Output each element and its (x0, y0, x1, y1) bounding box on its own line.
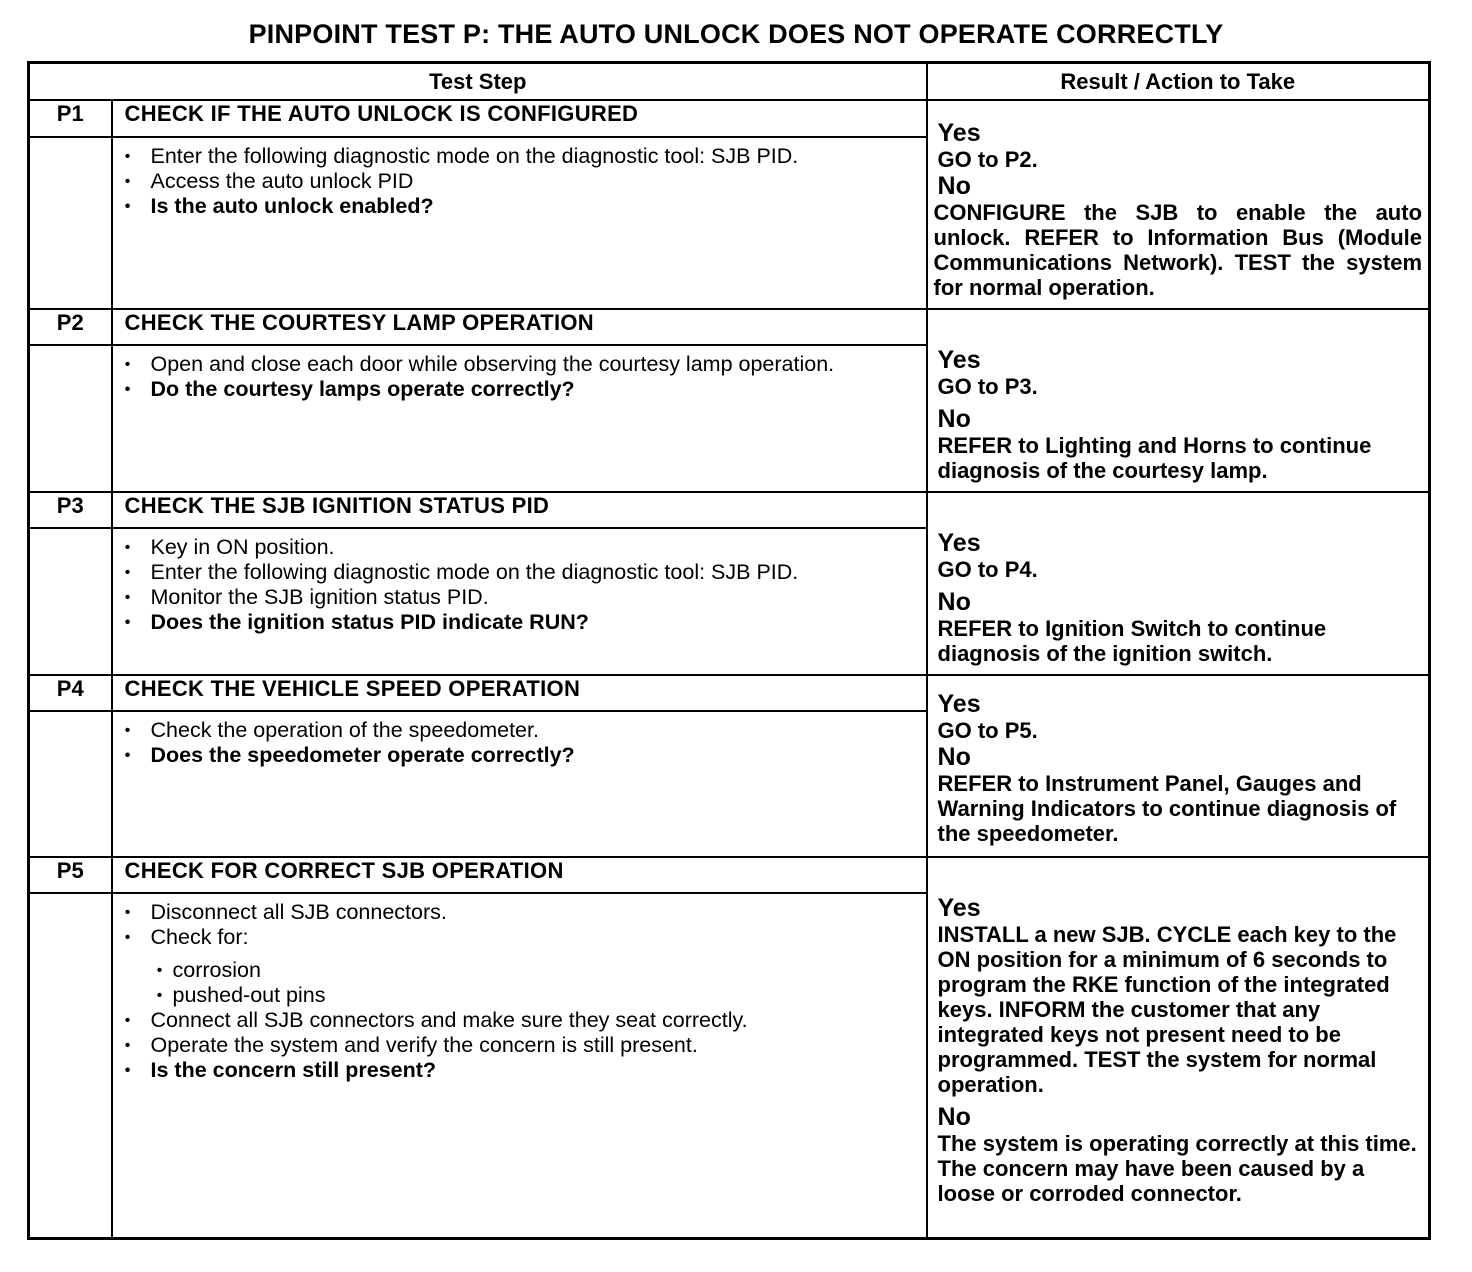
no-label: No (937, 743, 971, 771)
list-item: • Enter the following diagnostic mode on the diagnostic tool: SJB PID. (113, 560, 916, 585)
result-cell-p4 (927, 675, 1430, 857)
step-question: • Does the ignition status PID indicate RUN? (113, 610, 916, 635)
step-header-row-p4 (29, 675, 1430, 711)
step-body (112, 711, 927, 857)
step-question: • Does the speedometer operate correctly? (113, 743, 916, 768)
yes-label: Yes (937, 529, 981, 557)
page-title: PINPOINT TEST P: THE AUTO UNLOCK DOES NOT OPERATE CORRECTLY (248, 19, 1224, 49)
step-id-spacer (29, 893, 112, 1238)
result-cell-p3 (927, 492, 1430, 675)
step-bullets (113, 718, 916, 768)
list-item: • Monitor the SJB ignition status PID. (113, 585, 916, 610)
step-title: CHECK IF THE AUTO UNLOCK IS CONFIGURED (112, 100, 927, 137)
step-id-spacer (29, 528, 112, 675)
step-title: CHECK FOR CORRECT SJB OPERATION (112, 857, 927, 893)
step-bullets (113, 535, 916, 635)
step-bullets (113, 900, 916, 1083)
step-id: P3 (29, 492, 112, 528)
no-action: REFER to Ignition Switch to continue diagnosis of the ignition switch. (937, 616, 1327, 666)
yes-action: GO to P5. (937, 718, 1038, 743)
step-header-row-p5 (29, 857, 1430, 893)
step-title: CHECK THE SJB IGNITION STATUS PID (112, 492, 927, 528)
yes-label: Yes (937, 894, 981, 922)
column-header-test-step: Test Step (29, 63, 927, 101)
list-item: • Access the auto unlock PID (113, 169, 916, 194)
no-label: No (937, 172, 971, 200)
goto-step-link: P4 (1004, 557, 1032, 582)
list-item: • Enter the following diagnostic mode on the diagnostic tool: SJB PID. (113, 144, 916, 169)
yes-action: GO to P4. (937, 557, 1038, 582)
goto-step-link: P5 (1004, 718, 1032, 743)
step-id: P5 (29, 857, 112, 893)
no-label: No (937, 405, 971, 433)
list-item: • Open and close each door while observing the courtesy lamp operation. (113, 352, 916, 377)
step-id-spacer (29, 345, 112, 492)
step-body (112, 345, 927, 492)
yes-action: GO to P2. (937, 147, 1038, 172)
step-id-spacer (29, 137, 112, 309)
goto-step-link: P3 (1004, 374, 1032, 399)
step-question: • Is the auto unlock enabled? (113, 194, 916, 219)
column-header-result: Result / Action to Take (927, 63, 1430, 101)
no-action: REFER to Lighting and Horns to continue diagnosis of the courtesy lamp. (937, 433, 1372, 483)
step-question: • Do the courtesy lamps operate correctly? (113, 377, 916, 402)
no-action: The system is operating correctly at this time. The concern may have been caused by a loose or corroded connector. (937, 1131, 1417, 1206)
step-bullets (113, 352, 916, 402)
sub-list-item: • pushed-out pins (151, 983, 916, 1008)
step-header-row-p2 (29, 309, 1430, 345)
result-cell-p2 (927, 309, 1430, 492)
sub-bullets (151, 958, 916, 1008)
step-id: P1 (29, 100, 112, 137)
list-item: • Key in ON position. (113, 535, 916, 560)
step-id-spacer (29, 711, 112, 857)
no-action: CONFIGURE the SJB to enable the auto unlock. REFER to Information Bus (Module Communications Network). TEST the system for normal operation. (933, 200, 1423, 300)
no-label: No (937, 1103, 971, 1131)
goto-step-link: P2 (1004, 147, 1032, 172)
step-id: P4 (29, 675, 112, 711)
step-body (112, 528, 927, 675)
pinpoint-test-table (27, 61, 1431, 1240)
step-body (112, 137, 927, 309)
result-cell-p5 (927, 857, 1430, 1238)
table-header-row (29, 63, 1430, 101)
yes-label: Yes (937, 346, 981, 374)
step-title: CHECK THE VEHICLE SPEED OPERATION (112, 675, 927, 711)
list-item: • Check the operation of the speedometer. (113, 718, 916, 743)
step-id: P2 (29, 309, 112, 345)
yes-action: GO to P3. (937, 374, 1038, 399)
list-item: • Disconnect all SJB connectors. (113, 900, 916, 925)
list-item: • Operate the system and verify the concern is still present. (113, 1033, 916, 1058)
step-question: • Is the concern still present? (113, 1058, 916, 1083)
list-item: • Connect all SJB connectors and make sure they seat correctly. (113, 1008, 916, 1033)
list-item-label: Check for: (150, 925, 249, 949)
yes-action: INSTALL a new SJB. CYCLE each key to the ON position for a minimum of 6 seconds to program the RKE function of the integrated keys. INFORM the customer that any integrated keys not present need to be programmed. TEST the system for normal operation. (937, 922, 1397, 1097)
list-item (113, 925, 916, 1008)
no-label: No (937, 588, 971, 616)
yes-label: Yes (937, 119, 981, 147)
sub-list-item: • corrosion (151, 958, 916, 983)
yes-label: Yes (937, 690, 981, 718)
step-header-row-p1 (29, 100, 1430, 137)
step-body (112, 893, 927, 1238)
step-header-row-p3 (29, 492, 1430, 528)
step-title: CHECK THE COURTESY LAMP OPERATION (112, 309, 927, 345)
no-action: REFER to Instrument Panel, Gauges and Warning Indicators to continue diagnosis of the speedometer. (937, 771, 1397, 846)
result-cell-p1 (927, 100, 1430, 309)
step-bullets (113, 144, 916, 219)
